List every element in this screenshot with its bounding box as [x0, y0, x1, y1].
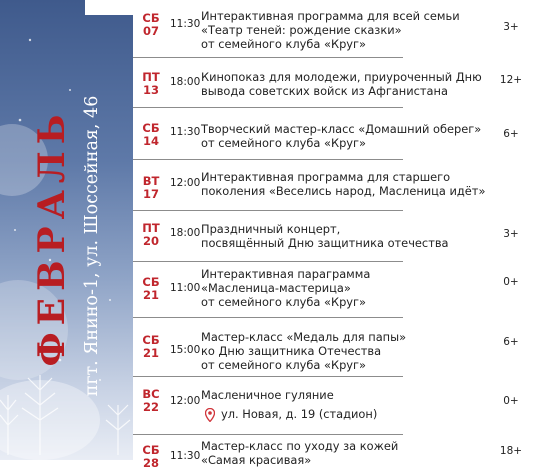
event-day: СБ 21	[142, 333, 160, 360]
event-time: 11:30	[170, 18, 201, 30]
age-rating: 0+	[503, 276, 519, 288]
age-rating: 6+	[503, 336, 519, 348]
sidebar-banner	[0, 0, 133, 460]
event-description: Праздничный концерт, посвящённый Дню защитника отечества	[201, 222, 449, 250]
venue-address: пгт. Янино-1, ул. Шоссейная, 46	[82, 95, 102, 397]
event-time: 11:00	[170, 282, 201, 294]
event-day: СБ 14	[142, 121, 160, 148]
event-description: Кинопоказ для молодежи, приуроченный Дню вывода советских войск из Афганистана	[201, 70, 482, 98]
event-day: СБ 21	[142, 275, 160, 302]
event-description: Творческий мастер-класс «Домашний оберег» от семейного клуба «Круг»	[201, 122, 482, 150]
age-rating: 3+	[503, 21, 519, 33]
event-day: ВС 22	[142, 387, 160, 414]
month-title: ФЕВРАЛЬ	[31, 107, 73, 367]
age-rating: 0+	[503, 395, 519, 407]
event-day: СБ 28	[142, 443, 160, 470]
event-time: 11:30	[170, 450, 201, 462]
age-rating: 18+	[499, 445, 523, 457]
event-description: Интерактивная программа для всей семьи «Театр теней: рождение сказки» от семейного клуба «Круг»	[201, 9, 460, 51]
event-description: Интерактивная параграмма «Масленица-мастерица» от семейного клуба «Круг»	[201, 267, 371, 309]
event-item	[133, 211, 540, 261]
map-pin-icon	[205, 408, 215, 422]
event-time: 15:00	[170, 344, 201, 356]
event-description: Мастер-класс по уходу за кожей «Самая красивая»	[201, 439, 399, 467]
event-description: Мастер-класс «Медаль для папы» ко Дню защитника Отечества от семейного клуба «Круг»	[201, 330, 407, 372]
event-item	[133, 318, 540, 376]
event-item	[133, 160, 540, 210]
event-item	[133, 262, 540, 317]
event-time: 11:30	[170, 126, 201, 138]
age-rating: 3+	[503, 228, 519, 240]
event-item	[133, 0, 540, 50]
event-item	[133, 108, 540, 158]
event-item	[133, 435, 540, 470]
event-day: ПТ 13	[142, 70, 160, 97]
header-box	[85, 0, 133, 15]
event-day: ПТ 20	[142, 221, 160, 248]
event-description: Интерактивная программа для старшего поколения «Веселись народ, Масленица идёт»	[201, 170, 486, 198]
event-day: СБ 07	[142, 11, 160, 38]
event-item	[133, 58, 540, 108]
event-time: 18:00	[170, 227, 201, 239]
event-description: Масленичное гуляние	[201, 388, 334, 402]
event-time: 12:00	[170, 177, 201, 189]
event-location: ул. Новая, д. 19 (стадион)	[205, 407, 377, 422]
event-time: 18:00	[170, 76, 201, 88]
age-rating: 12+	[499, 74, 523, 86]
event-day: ВТ 17	[142, 174, 160, 201]
event-time: 12:00	[170, 395, 201, 407]
age-rating: 6+	[503, 128, 519, 140]
event-list	[133, 0, 540, 470]
event-item	[133, 377, 540, 432]
